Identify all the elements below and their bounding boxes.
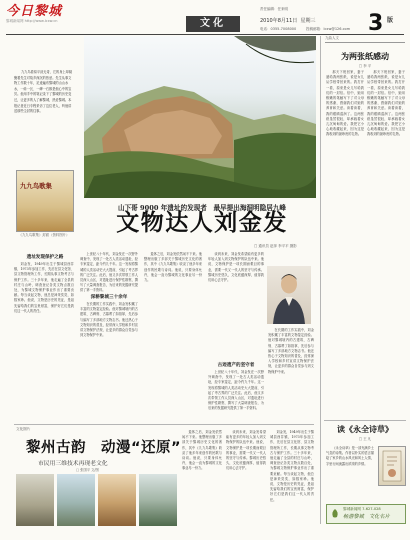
logo-url: 黎城新闻网 http://www.lcxw.cn	[6, 19, 58, 23]
feature-column-3: 刘金发，1949年出生于黎城县西井镇，1973年参加工作，先后在县文化馆、县文物管理所工作，长期从事文物考古与保护工作。三十多年来，他走遍了全县的村庄与山岭，调查登记各类文物点数百处，为黎城文物保护事业作出了重要贡献。每当谈起文物，他总是神采奕奕，如数家珍。他说，文物是历史的见证，是祖先留给我们的宝贵财富，保护好它们是我们这一代人的责任。	[270, 430, 314, 502]
section-subhead-2: 深耕黎城三十余年	[90, 295, 128, 300]
editor-credit: 责任编辑：任来明	[260, 7, 288, 11]
article-headline[interactable]: 文物达人刘金发	[116, 210, 288, 236]
feature-photo-2	[57, 474, 95, 526]
masthead	[6, 4, 404, 35]
article-column-2a: 上世纪八十年代，刘金发在一次野外调查中，发现了一处古人类活动遗址，经专家鉴定，距今约九千年。这一发现将黎城的人类活动史大大提前，引起了考古界的广泛关注。此后，他又多次带领工作人员深入山区，对遗址进行保护性勘察，撰写了大量调查报告，为后来的发掘研究提供了第一手资料。	[80, 252, 138, 292]
feature-photo-4	[139, 474, 177, 526]
sidebar-column-2: 那天下班回家，妻子递给我两张纸，说是女儿从学校带回来的。我打开一看，原来是女儿写给我们的一封信。信中，她用稚嫩的笔触写下了对父母的感谢，感谢我们对她的养育和关爱。读着读着，我的眼睛湿润了。这两张纸虽然很轻，却承载着女儿沉甸甸的爱。我把它小心地收藏起来，因为这是我收到的最珍贵的礼物。	[367, 70, 405, 137]
sidebar-divider	[324, 420, 406, 421]
section-subhead-1: 遗址发现保护之路	[26, 255, 64, 260]
section-subhead-3: 古迹遗产的坚守者	[217, 363, 255, 368]
sidebar-column-3: 《永全诗草》是一部充满乡土气息的诗集。作者以朴实的语言描绘了家乡的山水风光和风土人情，字里行间流露出浓浓的乡情。	[326, 446, 374, 466]
article-column-4b: 上世纪八十年代，刘金发在一次野外调查中，发现了一处古人类活动遗址，经专家鉴定，距今约九千年。这一发现将黎城的人类活动史大大提前，引起了考古界的广泛关注。此后，他又多次带领工作人员深入山区，对遗址进行保护性勘察，撰写了大量调查报告，为后来的发掘研究提供了第一手资料。	[208, 370, 264, 411]
newspaper-logo[interactable]	[6, 4, 76, 26]
feature-title[interactable]: 黎州古韵 动漫“还原”	[26, 440, 182, 456]
article-column-5: 在长期的工作实践中，刘金发积累了丰富的文物鉴定经验。他对黎城境内的古建筑、古碑刻、古墓葬了如指掌，先后参与编写了多部地方文物志书。他还热心于文物知识的普及，经常深入学校和乡村宣讲文物保护法规，让更多的群众自觉参与到文物保护中来。	[268, 328, 314, 374]
promo-banner[interactable]	[326, 504, 406, 524]
editor-phone: 电话：0355-7008000	[260, 27, 297, 31]
sidebar-column-1: 那天下班回家，妻子递给我两张纸，说是女儿从学校带回来的。我打开一看，原来是女儿写给我们的一封信。信中，她用稚嫩的笔触写下了对父母的感谢，感谢我们对她的养育和关爱。读着读着，我的眼睛湿润了。这两张纸虽然很轻，却承载着女儿沉甸甸的爱。我把它小心地收藏起来，因为这是我收到的最珍贵的礼物。	[326, 70, 364, 137]
article-column-2b: 在长期的工作实践中，刘金发积累了丰富的文物鉴定经验。他对黎城境内的古建筑、古碑刻、古墓葬了如指掌，先后参与编写了多部地方文物志书。他还热心于文物知识的普及，经常深入学校和乡村宣讲文物保护法规，让更多的群众自觉参与到文物保护中来。	[80, 302, 138, 338]
logo-name: 今日黎城	[6, 4, 63, 19]
page-ban-label: 版	[387, 17, 394, 24]
promo-phone: 黎城新闻网 7-627-028	[343, 507, 381, 511]
issue-date: 2010年8月11日 星期三	[260, 18, 316, 24]
editor-email: 投稿邮箱：lcxw@126.com	[306, 27, 351, 31]
column-divider	[320, 36, 321, 524]
feature-divider	[14, 424, 314, 425]
article-column-3: 退休之后，刘金发依然闲不下来。他整理出版了多部关于黎城历史文化的著作，其中《九九鸟歌集》收录了他多年来创作的民歌与诗词。他说，只要身体允许，他会一直为黎城的文化事业尽一份力。	[144, 252, 202, 283]
feature-subtitle: 市民用三维技术再现老文化	[38, 461, 108, 467]
book-caption: 《九九鸟歌集》封面（资料图片）	[18, 233, 70, 237]
feature-byline: □ 张国平 文/图	[76, 468, 99, 472]
page-number: 3	[368, 11, 384, 36]
article-column-1: 刘金发，1949年出生于黎城县西井镇，1973年参加工作，先后在县文化馆、县文物管理所工作，长期从事文物考古与保护工作。三十多年来，他走遍了全县的村庄与山岭，调查登记各类文物点数百处，为黎城文物保护事业作出了重要贡献。每当谈起文物，他总是神采奕奕，如数家珍。他说，文物是历史的见证，是祖先留给我们的宝贵财富，保护好它们是我们这一代人的责任。	[14, 262, 74, 313]
article-column-4: 谈到未来，刘金发希望能有更多的年轻人加入到文物保护的队伍中来。他说，文物保护是一项长期而艰巨的事业，需要一代又一代人的坚守与传承。黎城历史悠久，文化底蕴深厚，值得我们用心去守护。	[208, 252, 264, 283]
sidebar-author-2: □ 王 凡	[358, 437, 372, 441]
leaf-icon	[330, 508, 340, 519]
feature-photo-3	[98, 474, 136, 526]
sidebar-header: 九曲人文	[325, 36, 405, 43]
feature-tag: 文化图片	[16, 427, 31, 431]
article-byline: □ 通讯员 赵萍 李平平 摄影	[254, 244, 297, 248]
book-cover-title: 九九鸟歌集	[20, 182, 52, 190]
feature-photo-1	[16, 474, 54, 526]
section-label: 文化	[186, 16, 240, 32]
intro-text: 九九鸟看似平淡无奇，它的身上却凝聚着先生对故乡深沉的热爱。先生从事文物工作数十年，足迹遍布黎城的山山水水，一砖一瓦、一碑一石都是他心中的宝贝。他用手中的笔记录下了黎城的历史变迁，让更多的人了解黎城，热爱黎城。本报记者近日专程采访了这位老人，听他讲述那些尘封的往事。	[14, 70, 72, 114]
book-cover-image	[16, 170, 74, 232]
portrait-photo	[267, 266, 311, 324]
feature-column-1: 退休之后，刘金发依然闲不下来。他整理出版了多部关于黎城历史文化的著作，其中《九九鸟歌集》收录了他多年来创作的民歌与诗词。他说，只要身体允许，他会一直为黎城的文化事业尽一份力。	[182, 430, 222, 471]
article-subtitle: 山下哥 9000 年遗址的发现者 最早提出海洞明隐居九峰	[117, 204, 286, 212]
sidebar-article-title-1[interactable]: 为两张纸感动	[341, 51, 389, 61]
sidebar-article-title-2[interactable]: 读《永全诗草》	[337, 424, 393, 434]
sidebar-book-image	[378, 446, 406, 486]
hero-photo	[84, 36, 316, 198]
promo-slogan: 畅游黎城 文化名片	[343, 514, 390, 520]
sidebar-author-1: □ 李 平	[358, 64, 372, 68]
feature-column-2: 谈到未来，刘金发希望能有更多的年轻人加入到文物保护的队伍中来。他说，文物保护是一项长期而艰巨的事业，需要一代又一代人的坚守与传承。黎城历史悠久，文化底蕴深厚，值得我们用心去守护。	[226, 430, 266, 471]
